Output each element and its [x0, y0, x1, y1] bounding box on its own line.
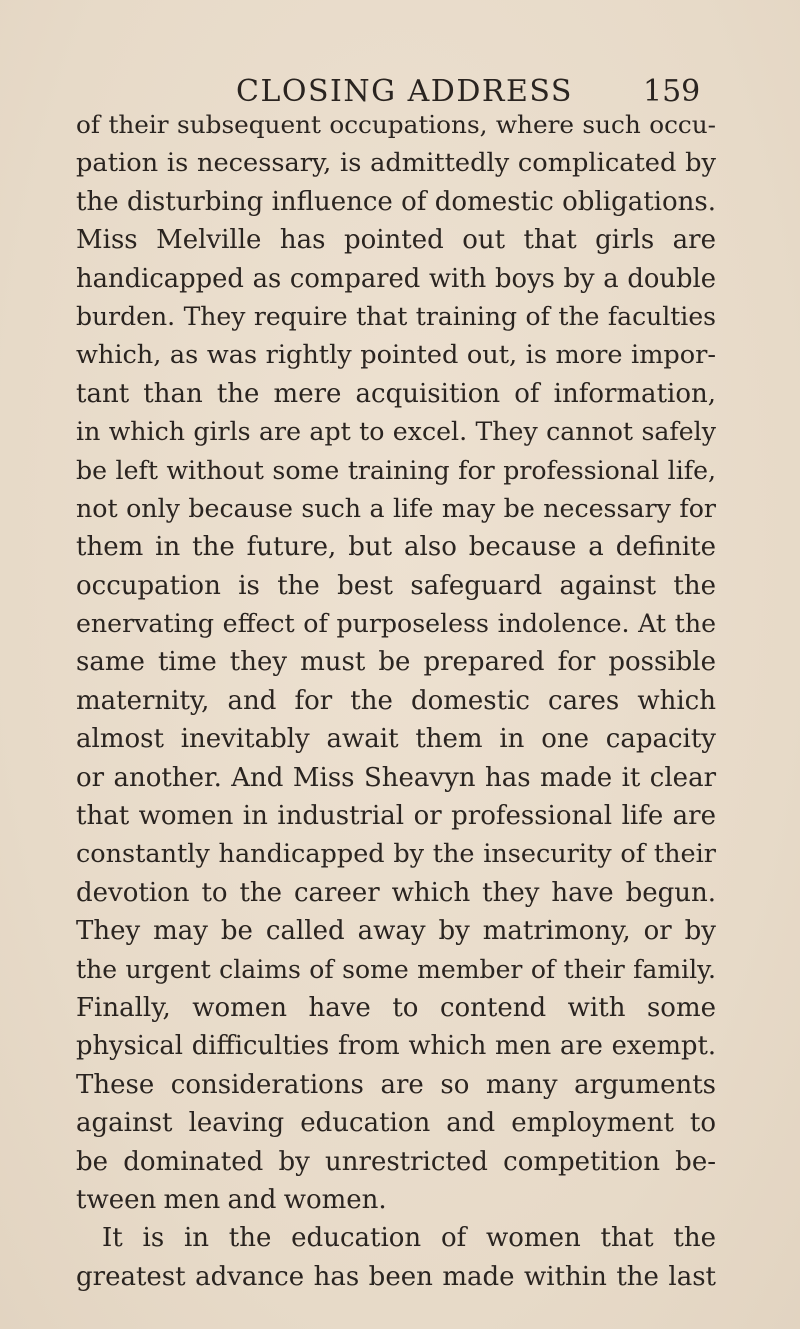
text-line: tant than the mere acquisition of information, [76, 378, 716, 409]
body-text [76, 106, 716, 1296]
text-line: tween men and women. [76, 1184, 387, 1215]
paragraph-2 [76, 1219, 716, 1296]
text-line: devotion to the career which they have begun. [76, 877, 716, 908]
text-line: the urgent claims of some member of their family. [76, 954, 716, 984]
text-line: be dominated by unrestricted competition be- [76, 1146, 716, 1177]
text-line: that women in industrial or professional life are [76, 801, 716, 832]
text-line: be left without some training for professional life, [76, 455, 716, 485]
paragraph-1 [76, 106, 716, 1219]
text-line: maternity, and for the domestic cares which [76, 685, 716, 716]
text-line: against leaving education and employment to [76, 1108, 716, 1139]
text-line: them in the future, but also because a definite [76, 532, 716, 563]
text-line: constantly handicapped by the insecurity of their [76, 839, 716, 870]
text-line: occupation is the best safeguard against the [76, 570, 716, 601]
text-line: enervating effect of purposeless indolence. At the [76, 609, 716, 639]
text-line: the disturbing influence of domestic obligations. [76, 186, 716, 217]
text-line: in which girls are apt to excel. They cannot safely [76, 417, 716, 447]
text-line: pation is necessary, is admittedly complicated by [76, 148, 716, 179]
text-line: not only because such a life may be necessary for [76, 493, 716, 523]
text-line: handicapped as compared with boys by a double [76, 263, 716, 294]
text-line: They may be called away by matrimony, or by [76, 916, 716, 947]
text-line: These considerations are so many arguments [76, 1069, 716, 1100]
text-line: same time they must be prepared for possible [76, 647, 716, 678]
text-line: greatest advance has been made within the last [76, 1261, 716, 1292]
text-line: burden. They require that training of the faculties [76, 301, 716, 331]
text-line: Miss Melville has pointed out that girls are [76, 225, 716, 256]
text-line: which, as was rightly pointed out, is more impor- [76, 340, 716, 371]
text-line: or another. And Miss Sheavyn has made it clear [76, 762, 716, 793]
page-number: 159 [643, 74, 701, 109]
running-head-title: CLOSING ADDRESS [236, 74, 573, 109]
text-line: of their subsequent occupations, where such occu- [76, 110, 716, 139]
text-line: almost inevitably await them in one capacity [76, 724, 716, 755]
text-line: Finally, women have to contend with some [76, 992, 716, 1023]
text-line: physical difficulties from which men are exempt. [76, 1031, 716, 1062]
text-line: It is in the education of women that the [102, 1223, 716, 1254]
